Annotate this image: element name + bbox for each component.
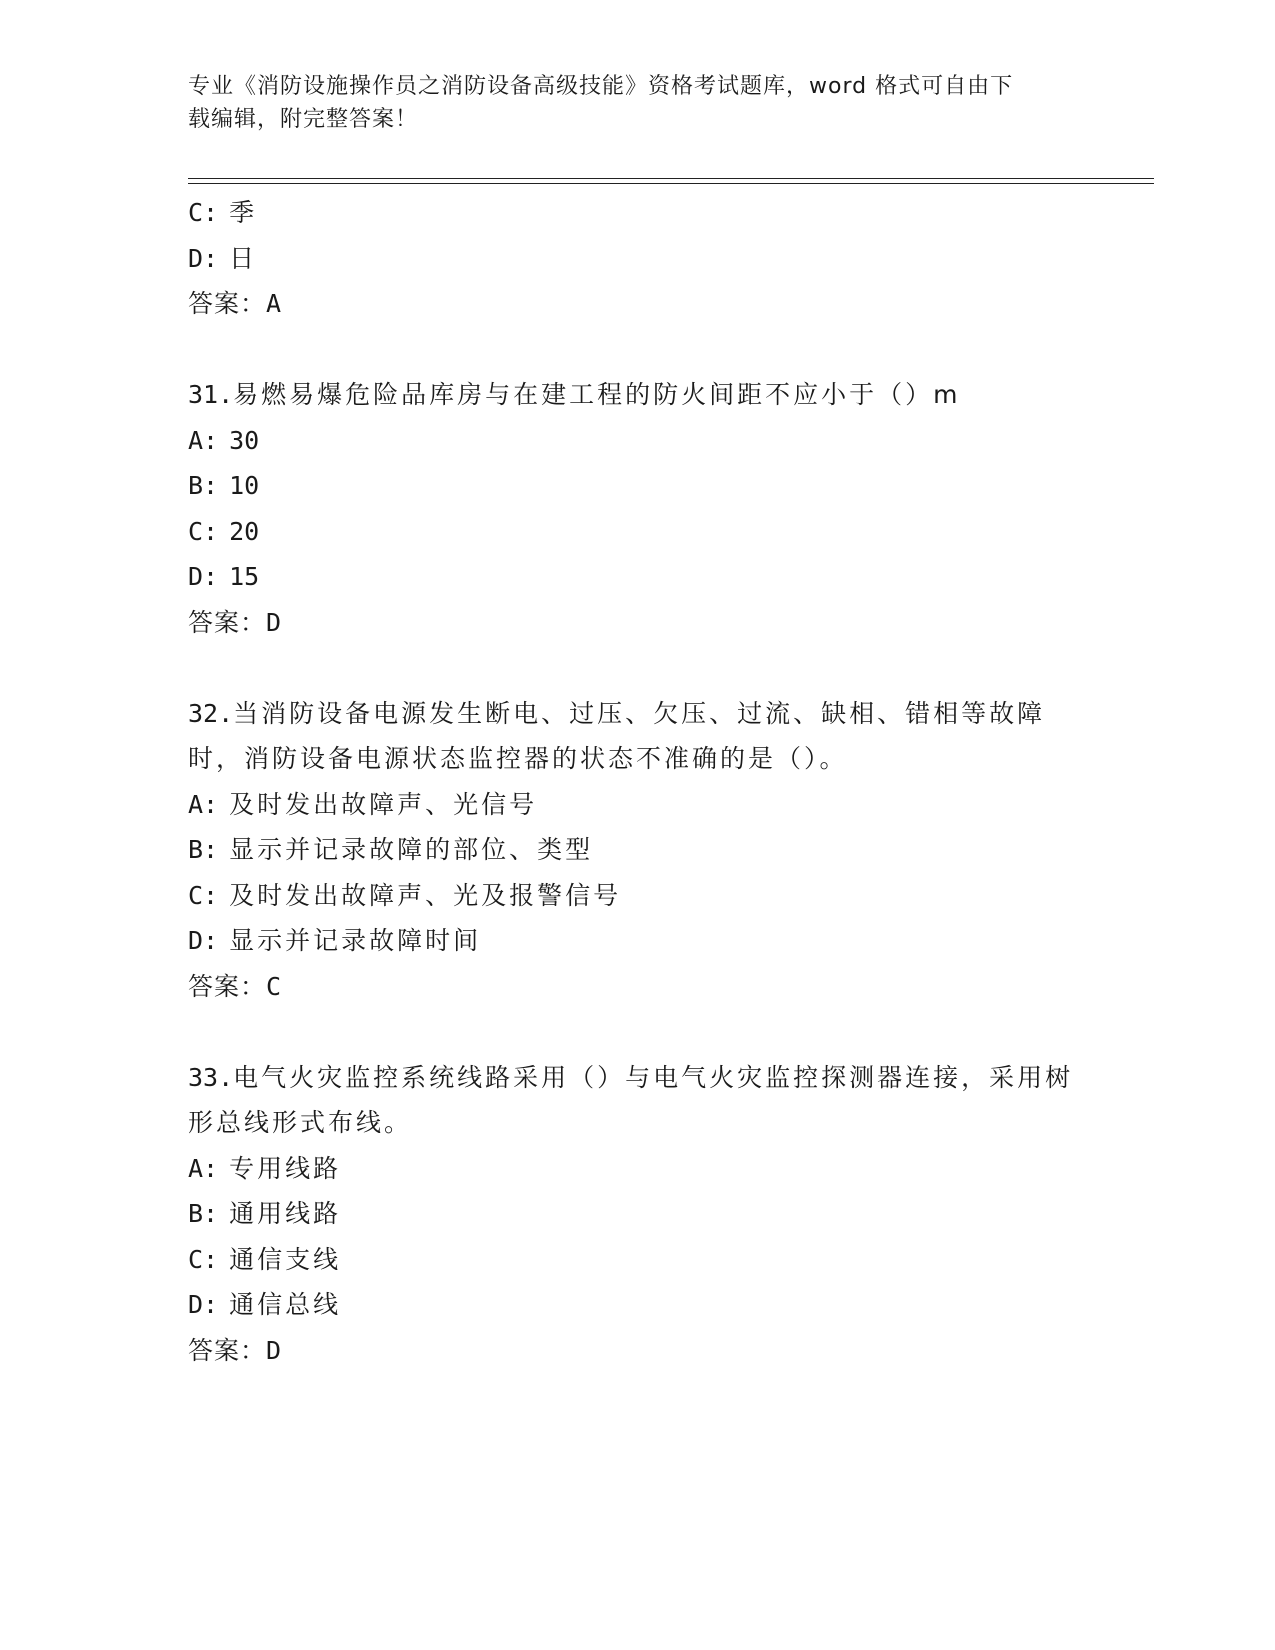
option-text: 专用线路	[229, 1153, 342, 1183]
answer-value: A	[266, 289, 283, 318]
option-label: D:	[188, 243, 219, 273]
option-label: D:	[188, 1290, 219, 1319]
option-text: 通信支线	[229, 1244, 342, 1274]
prev-question	[188, 190, 1088, 327]
option-label: A:	[188, 1153, 219, 1183]
option-text: 季	[229, 198, 258, 227]
option-label: C:	[188, 1244, 219, 1274]
option-c	[188, 1237, 1088, 1283]
option-text: 20	[229, 516, 260, 546]
question-stem: 当消防设备电源发生断电、过压、欠压、过流、缺相、错相等故障时，消防设备电源状态监控器的状态不准确的是（）。	[188, 698, 1046, 773]
option-c	[188, 190, 1088, 236]
option-label: C:	[188, 880, 219, 910]
question-text	[188, 691, 1088, 782]
answer-line	[188, 600, 1088, 646]
answer-label: 答案：	[188, 1335, 267, 1365]
option-text: 显示并记录故障的部位、类型	[229, 835, 594, 864]
question-number: 31.	[188, 380, 234, 409]
option-label: C:	[188, 516, 219, 546]
option-c	[188, 509, 1088, 555]
option-label: D:	[188, 562, 219, 591]
option-a	[188, 782, 1088, 828]
question-33	[188, 1055, 1088, 1374]
question-stem: 易燃易爆危险品库房与在建工程的防火间距不应小于（）m	[233, 380, 961, 409]
option-label: A:	[188, 789, 219, 819]
option-d	[188, 918, 1088, 964]
option-text: 15	[229, 562, 260, 591]
option-b	[188, 827, 1088, 873]
option-text: 及时发出故障声、光信号	[229, 789, 538, 819]
option-d	[188, 1282, 1088, 1328]
answer-value: C	[266, 971, 283, 1001]
option-text: 日	[229, 243, 258, 273]
option-text: 10	[229, 471, 260, 500]
question-stem: 电气火灾监控系统线路采用（）与电气火灾监控探测器连接，采用树形总线形式布线。	[188, 1062, 1074, 1137]
option-label: B:	[188, 1199, 219, 1228]
header-rule-top	[188, 178, 1154, 179]
option-label: B:	[188, 835, 219, 864]
answer-line	[188, 1328, 1088, 1374]
option-label: C:	[188, 198, 219, 227]
document-body	[188, 190, 1088, 1373]
option-b	[188, 1191, 1088, 1237]
option-d	[188, 554, 1088, 600]
header-line-2: 载编辑，附完整答案！	[188, 107, 419, 132]
header-line-1: 专业《消防设施操作员之消防设备高级技能》资格考试题库，word 格式可自由下	[188, 74, 1014, 99]
option-text: 及时发出故障声、光及报警信号	[229, 880, 622, 910]
option-label: D:	[188, 926, 219, 955]
answer-line	[188, 281, 1088, 327]
answer-value: D	[266, 1335, 283, 1365]
option-text: 通用线路	[229, 1199, 342, 1228]
answer-label: 答案：	[188, 607, 267, 637]
answer-value: D	[266, 607, 283, 637]
question-number: 32.	[188, 698, 234, 728]
option-c	[188, 873, 1088, 919]
option-text: 显示并记录故障时间	[229, 926, 482, 955]
option-text: 30	[229, 425, 260, 455]
answer-label: 答案：	[188, 971, 267, 1001]
option-a	[188, 1146, 1088, 1192]
question-text	[188, 1055, 1088, 1146]
option-b	[188, 463, 1088, 509]
header-rule-bottom	[188, 183, 1154, 184]
option-a	[188, 418, 1088, 464]
question-text	[188, 372, 1088, 418]
option-text: 通信总线	[229, 1290, 342, 1319]
option-label: B:	[188, 471, 219, 500]
option-label: A:	[188, 425, 219, 455]
document-header	[188, 70, 1088, 136]
question-31	[188, 372, 1088, 645]
option-d	[188, 236, 1088, 282]
answer-line	[188, 964, 1088, 1010]
question-number: 33.	[188, 1062, 234, 1092]
question-32	[188, 691, 1088, 1010]
answer-label: 答案：	[188, 289, 267, 318]
